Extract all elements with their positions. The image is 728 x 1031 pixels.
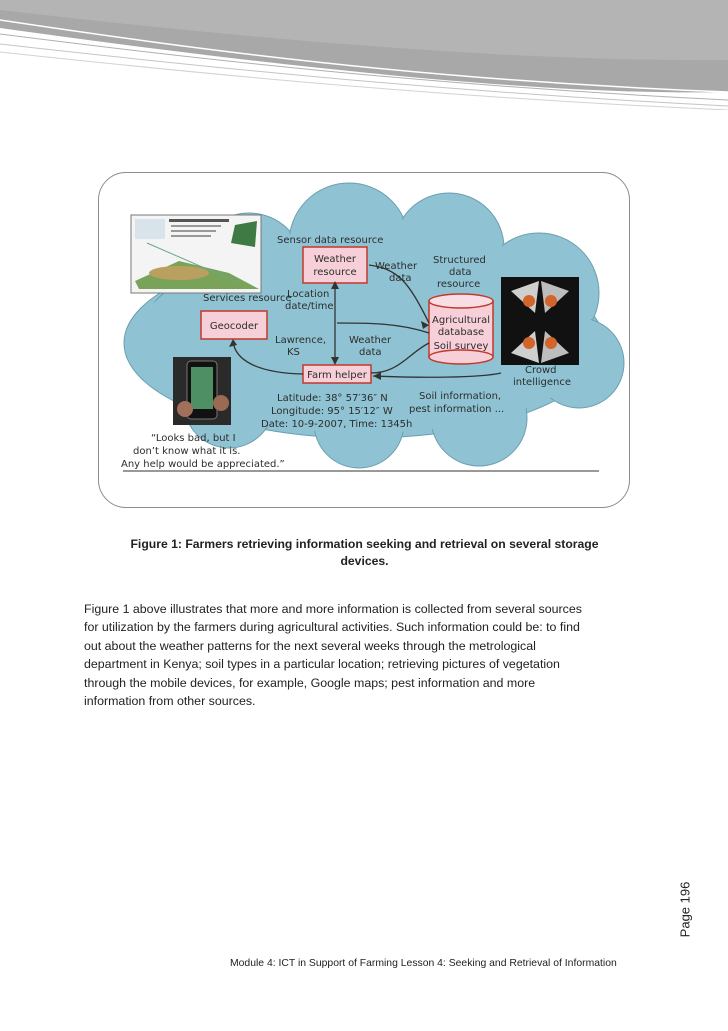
soil-info-line1: Soil information, [419,391,502,402]
header-band [0,0,728,110]
location-line2: date/time [285,301,334,312]
farm-helper-label: Farm helper [307,370,367,381]
weather-data-mid-line2: data [359,347,382,358]
services-resource-label: Services resource [203,293,292,304]
phone-image [173,357,231,425]
body-line: department in Kenya; soil types in a particular location; retrieving pictures of vegetation [84,657,560,672]
lawrence-line1: Lawrence, [275,335,327,346]
crowd-line1: Crowd [525,365,557,376]
sensor-map-image [131,215,261,293]
body-line: information from other sources. [84,694,256,709]
crowd-image [501,277,579,365]
body-line: for utilization by the farmers during agricultural activities. Such information could be: to find [84,620,580,635]
agri-db-line2: database [437,327,485,338]
caption-line-1: Figure 1: Farmers retrieving information seeking and retrieval on several storage [130,537,599,551]
soil-info-line2: pest information ... [409,404,505,415]
structured-line3: resource [437,279,481,290]
figure-frame [98,172,630,508]
page-footer: Module 4: ICT in Support of Farming Lesson 4: Seeking and Retrieval of Information [230,958,617,969]
agri-db-line1: Agricultural [432,315,490,326]
weather-box-line2: resource [313,267,357,278]
weather-data-mid-line1: Weather [349,335,392,346]
latitude-label: Latitude: 38° 57′36″ N [277,393,388,404]
figure-caption [92,536,637,570]
agri-db-line3: Soil survey [433,341,489,352]
weather-box-line1: Weather [313,254,357,265]
structured-line1: Structured [433,255,486,266]
body-line: out about the weather patterns for the next several weeks through the metrological [84,638,536,653]
sensor-data-resource-label: Sensor data resource [277,235,384,246]
figure-diagram [99,173,629,507]
weather-data-top-line2: data [389,273,412,284]
body-line: Figure 1 above illustrates that more and more information is collected from several sources [84,602,582,616]
caption-line-2: devices. [340,554,389,568]
body-line: through the mobile devices, for example, Google maps; pest information and more [84,675,536,690]
geocoder-label: Geocoder [209,321,259,332]
lawrence-line2: KS [287,347,300,358]
crowd-line2: intelligence [513,377,572,388]
location-line1: Location [287,289,330,300]
longitude-label: Longitude: 95° 15′12″ W [271,406,393,417]
body-paragraph [84,600,632,710]
quote-line1: “Looks bad, but I [151,433,236,444]
date-time-label: Date: 10-9-2007, Time: 1345h [261,419,413,430]
page-number-label: Page 196 [677,881,693,937]
quote-line2: don’t know what it is. [133,446,241,457]
weather-data-top-line1: Weather [375,261,418,272]
quote-line3: Any help would be appreciated.” [121,459,285,470]
page-number [663,878,707,940]
structured-line2: data [449,267,472,278]
